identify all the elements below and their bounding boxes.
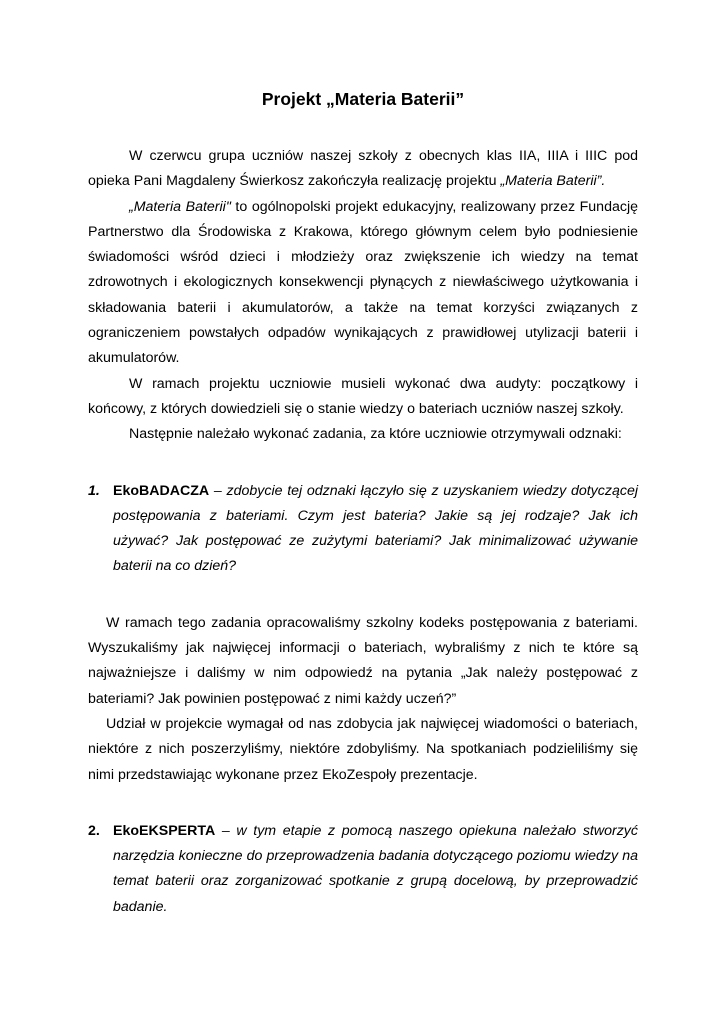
badge-name-ekoeksperta: EkoEKSPERTA [113, 822, 216, 839]
paragraph-project-description-text: to ogólnopolski projekt edukacyjny, realizowany przez Fundację Partnerstwo dla Środowiska z Krakowa, którego głównym celem było podniesienie świadomości wśród dzieci i młodzieży oraz zwiększenie ich wiedzy na temat zdrowotnych i ekologicznych konsekwencji płynących z niewłaściwego użytkowania i składowania baterii i akumulatorów, a także na temat korzyści związanych z ograniczeniem powstałych odpadów wynikających z prawidłowej utylizacji baterii i akumulatorów. [88, 198, 638, 367]
spacer [88, 788, 638, 819]
spacer [88, 448, 638, 479]
spacer [88, 580, 638, 611]
paragraph-project-description [88, 195, 638, 372]
list-item-ekoeksperta-body [113, 819, 638, 920]
list-number-1: 1. [88, 482, 100, 499]
badge-desc-ekobadacza: – zdobycie tej odznaki łączyło się z uzyskaniem wiedzy dotyczącej postępowania z bateriami. Czym jest bateria? Jakie są jej rodzaje? Jak ich używać? Jak postępować ze zużytymi bateriami? Jak minimalizować używanie baterii na co dzień? [113, 482, 638, 575]
document-title: Projekt „Materia Baterii” [261, 89, 465, 109]
list-item-ekobadacza-body [113, 479, 638, 580]
list-item-ekoeksperta [88, 819, 638, 920]
badge-desc-ekoeksperta: – w tym etapie z pomocą naszego opiekuna należało stworzyć narzędzia konieczne do przeprowadzenia badania dotyczącego poziomu wiedzy na temat baterii oraz zorganizować spotkanie z grupą docelową, by przeprowadzić badanie. [113, 822, 638, 915]
project-name-italic-2: „Materia Baterii" [129, 198, 231, 215]
list-number-2: 2. [88, 822, 100, 839]
paragraph-intro-text: W czerwcu grupa uczniów naszej szkoły z obecnych klas IIA, IIIA i IIIC pod opieka Pani Magdaleny Świerkosz zakończyła realizację projektu [88, 148, 638, 190]
paragraph-tasks-intro: Następnie należało wykonać zadania, za które uczniowie otrzymywali odznaki: [129, 426, 622, 443]
list-item-ekobadacza [88, 479, 638, 580]
badge-name-ekobadacza: EkoBADACZA [113, 482, 210, 499]
paragraph-participation: Udział w projekcie wymagał od nas zdobycia jak najwięcej wiadomości o bateriach, niektóre z nich poszerzyliśmy, niektóre zdobyliśmy. Na spotkaniach podzieliliśmy się nimi przedstawiając wykonane przez EkoZespoły prezentacje. [88, 715, 638, 783]
paragraph-audits: W ramach projektu uczniowie musieli wykonać dwa audyty: początkowy i końcowy, z których dowiedzieli się o stanie wiedzy o bateriach uczniów naszej szkoły. [88, 375, 638, 417]
document-body [88, 144, 638, 920]
paragraph-intro [88, 144, 638, 195]
paragraph-code-of-conduct: W ramach tego zadania opracowaliśmy szkolny kodeks postępowania z bateriami. Wyszukaliśmy jak najwięcej informacji o bateriach, wybraliśmy z nich te które są najważniejsze i daliśmy w nim odpowiedź na pytania „Jak należy postępować z bateriami? Jak powinien postępować z nimi każdy uczeń?” [88, 614, 638, 707]
project-name-italic: „Materia Baterii”. [500, 173, 606, 190]
